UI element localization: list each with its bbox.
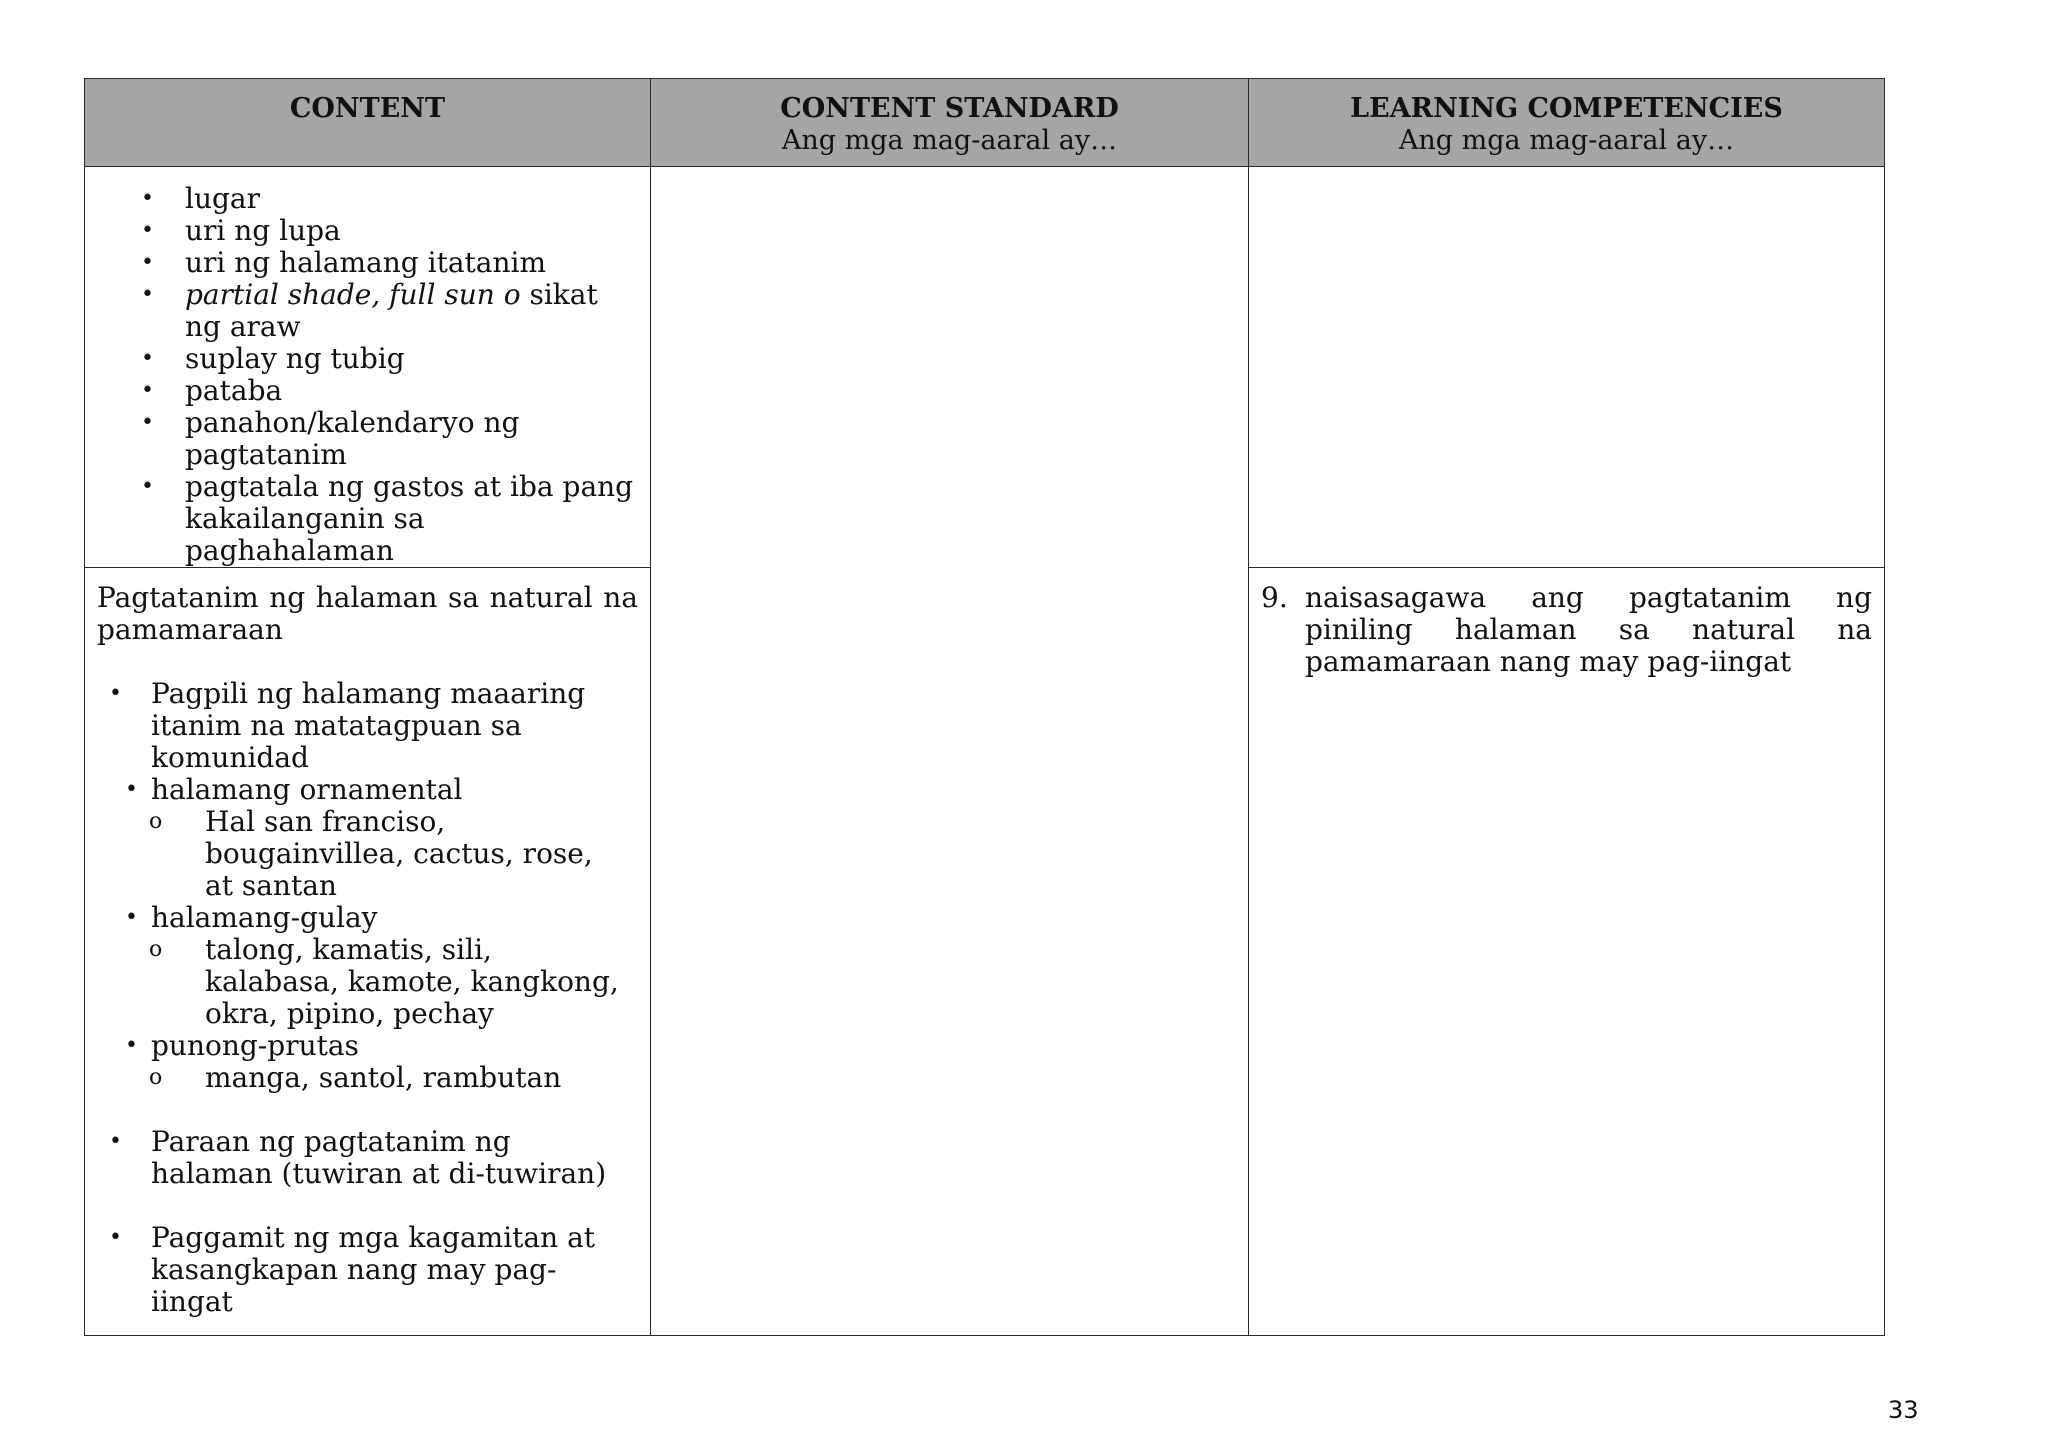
topic-item <box>85 1126 650 1190</box>
list-item-text: uri ng halamang itatanim <box>185 246 546 279</box>
list-item <box>85 343 650 375</box>
list-item-text: uri ng lupa <box>185 214 341 247</box>
list-item <box>85 183 650 215</box>
topic-list <box>85 678 650 1318</box>
header-content-title: CONTENT <box>289 93 446 124</box>
curriculum-table <box>84 78 1885 1336</box>
example-item-text: talong, kamatis, sili, kalabasa, kamote, kangkong, okra, pipino, pechay <box>205 933 619 1030</box>
list-item <box>85 247 650 279</box>
subtopic-item <box>107 774 638 902</box>
table-row <box>85 167 1885 568</box>
header-content-standard-title: CONTENT STANDARD <box>780 93 1119 124</box>
competency-text: naisasagawa ang pagtatanim ng piniling halaman sa natural na pamamaraan nang may pag-iingat <box>1305 581 1872 678</box>
list-item-text: lugar <box>185 182 260 215</box>
example-list <box>151 806 638 902</box>
list-item <box>85 215 650 247</box>
competency-number: 9. <box>1261 581 1288 614</box>
subtopic-item <box>107 902 638 1030</box>
example-item-text: Hal san franciso, bougainvillea, cactus, rose, at santan <box>205 805 593 902</box>
subtopic-item <box>107 1030 638 1094</box>
example-list <box>151 934 638 1030</box>
example-item <box>105 806 638 902</box>
header-learning-competencies-title: LEARNING COMPETENCIES <box>1350 93 1783 124</box>
list-item-text: panahon/kalendaryo ng pagtatanim <box>185 406 520 471</box>
page-number: 33 <box>1888 1396 1919 1424</box>
header-content-standard-subtitle: Ang mga mag-aaral ay… <box>781 125 1118 156</box>
content-intro: Pagtatanim ng halaman sa natural na pamamaraan <box>97 581 638 646</box>
header-content-standard <box>651 79 1249 167</box>
list-item-text: sikat ng araw <box>185 278 598 343</box>
competency-item <box>1261 582 1872 678</box>
subtopic-item-text: halamang ornamental <box>151 773 463 806</box>
list-item <box>85 375 650 407</box>
list-item-text: pataba <box>185 374 283 407</box>
list-item <box>85 279 650 343</box>
header-content <box>85 79 651 167</box>
subtopic-item-text: punong-prutas <box>151 1029 359 1062</box>
topic-item <box>85 678 650 1094</box>
topic-item-text: Paggamit ng mga kagamitan at kasangkapan nang may pag-iingat <box>151 1221 596 1318</box>
example-item-text: manga, santol, rambutan <box>205 1061 562 1094</box>
header-learning-competencies <box>1249 79 1885 167</box>
row1-competency-cell <box>1249 167 1885 568</box>
competency-block <box>1249 568 1884 678</box>
example-item <box>105 934 638 1030</box>
topic-item-text: Paraan ng pagtatanim ng halaman (tuwiran at di-tuwiran) <box>151 1125 607 1190</box>
content-standard-cell <box>651 167 1249 1336</box>
row2-content-cell <box>85 568 651 1336</box>
list-item-text: suplay ng tubig <box>185 342 405 375</box>
list-item <box>85 471 650 567</box>
example-item <box>105 1062 638 1094</box>
topic-item-text: Pagpili ng halamang maaaring itanim na matatagpuan sa komunidad <box>151 677 586 774</box>
example-list <box>151 1062 638 1094</box>
subtopic-item-text: halamang-gulay <box>151 901 378 934</box>
subtopic-list <box>107 774 638 1094</box>
content-bullet-list <box>85 183 650 567</box>
row2-competency-cell <box>1249 568 1885 1336</box>
topic-item <box>85 1222 650 1318</box>
row1-content-cell <box>85 167 651 568</box>
list-item-italic-text: partial shade, full sun o <box>185 278 521 311</box>
list-item-text: pagtatala ng gastos at iba pang kakailanganin sa paghahalaman <box>185 470 634 567</box>
header-row <box>85 79 1885 167</box>
list-item <box>85 407 650 471</box>
header-learning-competencies-subtitle: Ang mga mag-aaral ay… <box>1398 125 1735 156</box>
